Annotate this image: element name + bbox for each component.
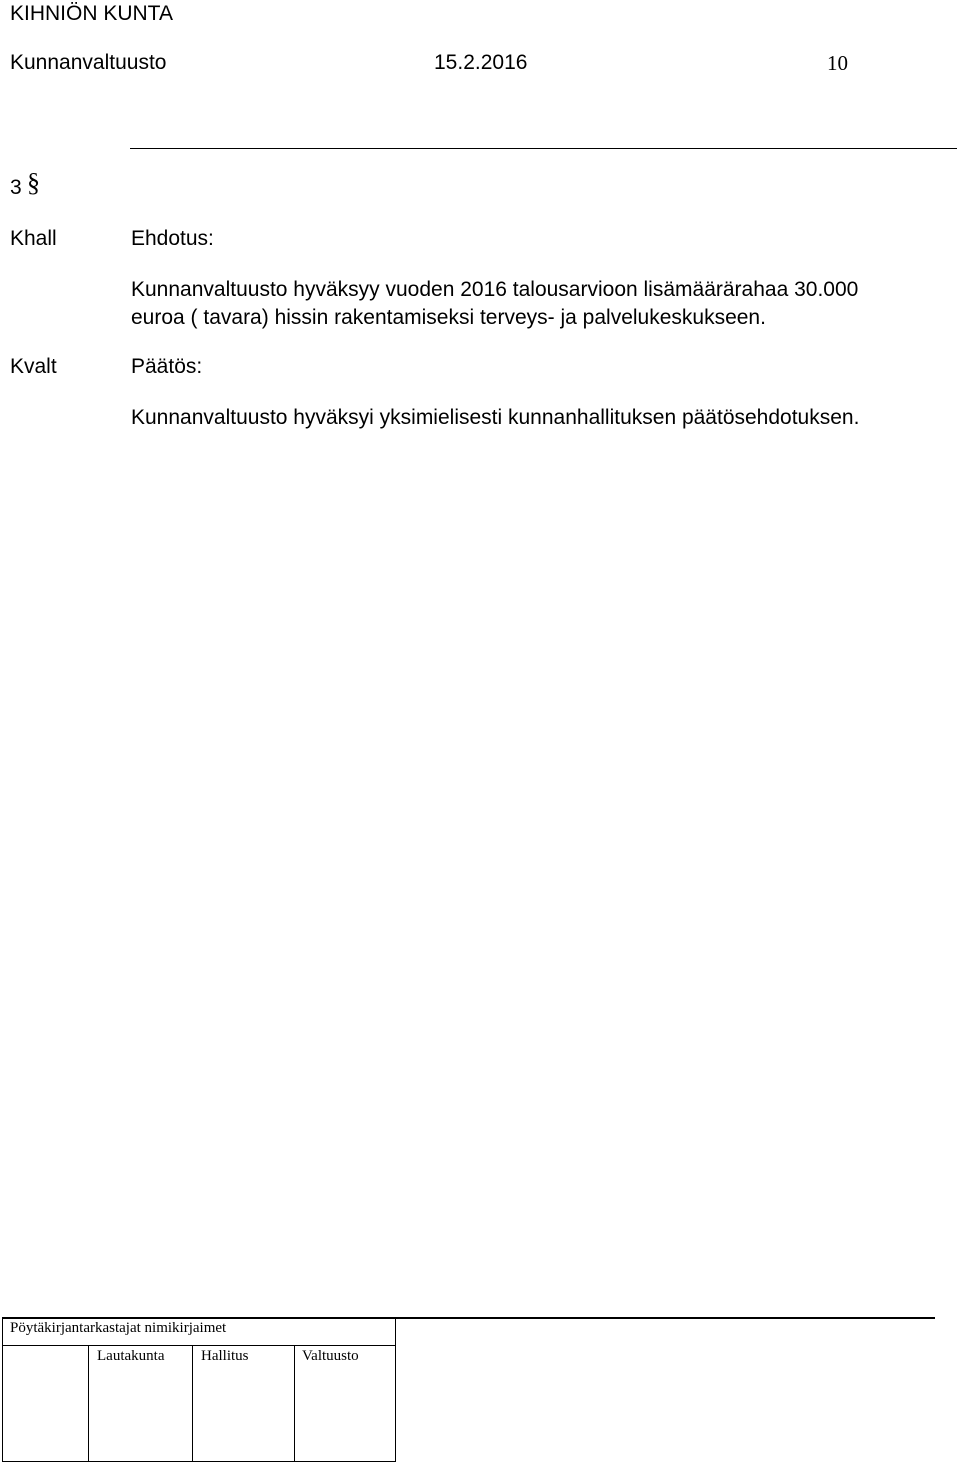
initials-column-lautakunta: Lautakunta xyxy=(97,1348,165,1364)
initials-table-header-line xyxy=(2,1345,396,1346)
organization-name: KIHNIÖN KUNTA xyxy=(10,2,173,25)
initials-column-hallitus: Hallitus xyxy=(201,1348,249,1364)
proposal-text-line-2: euroa ( tavara) hissin rakentamiseksi terveys- ja palvelukeskukseen. xyxy=(131,306,766,329)
meeting-body-name: Kunnanvaltuusto xyxy=(10,51,167,74)
initials-table-column-line xyxy=(294,1346,295,1462)
kvalt-label: Kvalt xyxy=(10,355,57,378)
page-number: 10 xyxy=(827,51,848,75)
initials-table xyxy=(2,1318,396,1462)
khall-label: Khall xyxy=(10,227,57,250)
decision-text: Kunnanvaltuusto hyväksyi yksimielisesti kunnanhallituksen päätösehdotuksen. xyxy=(131,406,860,429)
initials-table-title: Pöytäkirjantarkastajat nimikirjaimet xyxy=(10,1320,227,1336)
meeting-date: 15.2.2016 xyxy=(434,51,528,74)
initials-table-column-line xyxy=(88,1346,89,1462)
proposal-text-line-1: Kunnanvaltuusto hyväksyy vuoden 2016 talousarvioon lisämäärärahaa 30.000 xyxy=(131,278,859,301)
header-divider xyxy=(130,148,957,149)
decision-label: Päätös: xyxy=(131,355,203,378)
section-sign: § xyxy=(27,168,40,197)
initials-table-column-line xyxy=(192,1346,193,1462)
proposal-label: Ehdotus: xyxy=(131,227,214,250)
initials-column-valtuusto: Valtuusto xyxy=(302,1348,359,1364)
section-number: 3 xyxy=(10,176,22,199)
